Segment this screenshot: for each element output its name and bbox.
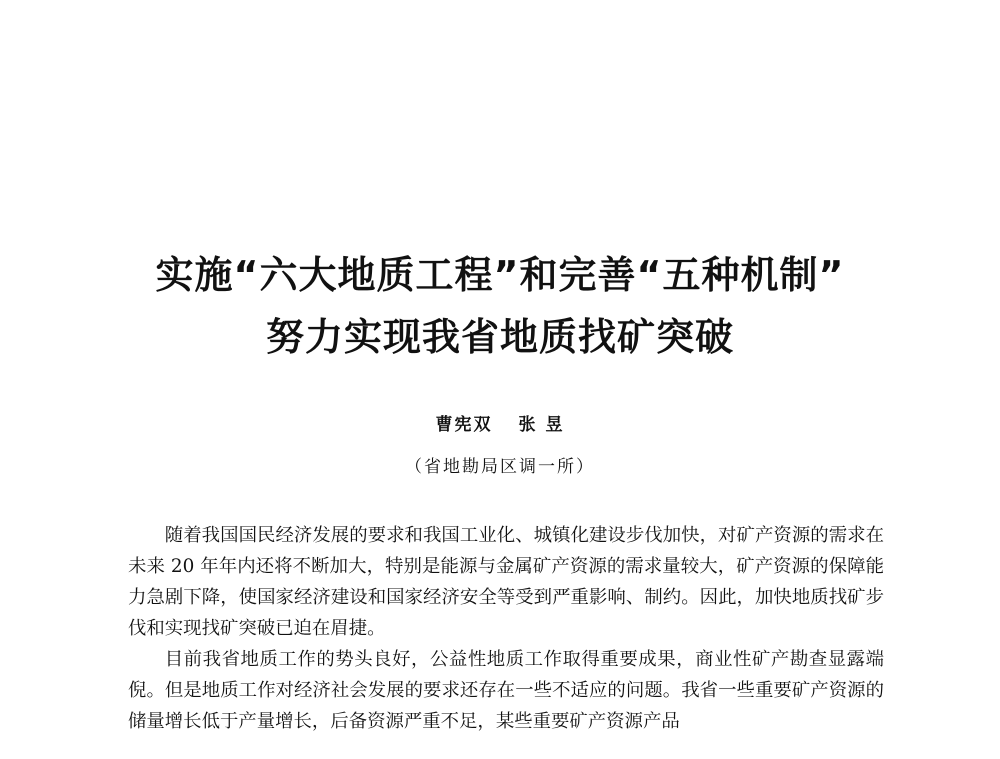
paragraph: 随着我国国民经济发展的要求和我国工业化、城镇化建设步伐加快，对矿产资源的需求在未来 20 年年内还将不断加大，特别是能源与金属矿产资源的需求量较大，矿产资源的保障能力急剧下降，使国家经济建设和国家经济安全等受到严重影响、制约。因此，加快地质找矿步伐和实现找矿突破已迫在眉捷。 — [128, 525, 884, 639]
title-line-1: 实施“六大地质工程”和完善“五种机制” — [155, 253, 845, 297]
author-name: 张 昱 — [518, 415, 565, 435]
article-body — [128, 520, 884, 737]
author-name: 曹宪双 — [435, 415, 493, 435]
article-title — [0, 246, 1000, 366]
title-line-2: 努力实现我省地质找矿突破 — [265, 315, 734, 359]
author-affiliation: （省地勘局区调一所） — [405, 457, 595, 477]
paragraph: 目前我省地质工作的势头良好，公益性地质工作取得重要成果，商业性矿产勘查显露端倪。但是地质工作对经济社会发展的要求还存在一些不适应的问题。我省一些重要矿产资源的储量增长低于产量增长，后备资源严重不足，某些重要矿产资源产品 — [128, 649, 884, 732]
author-line — [0, 410, 1000, 435]
